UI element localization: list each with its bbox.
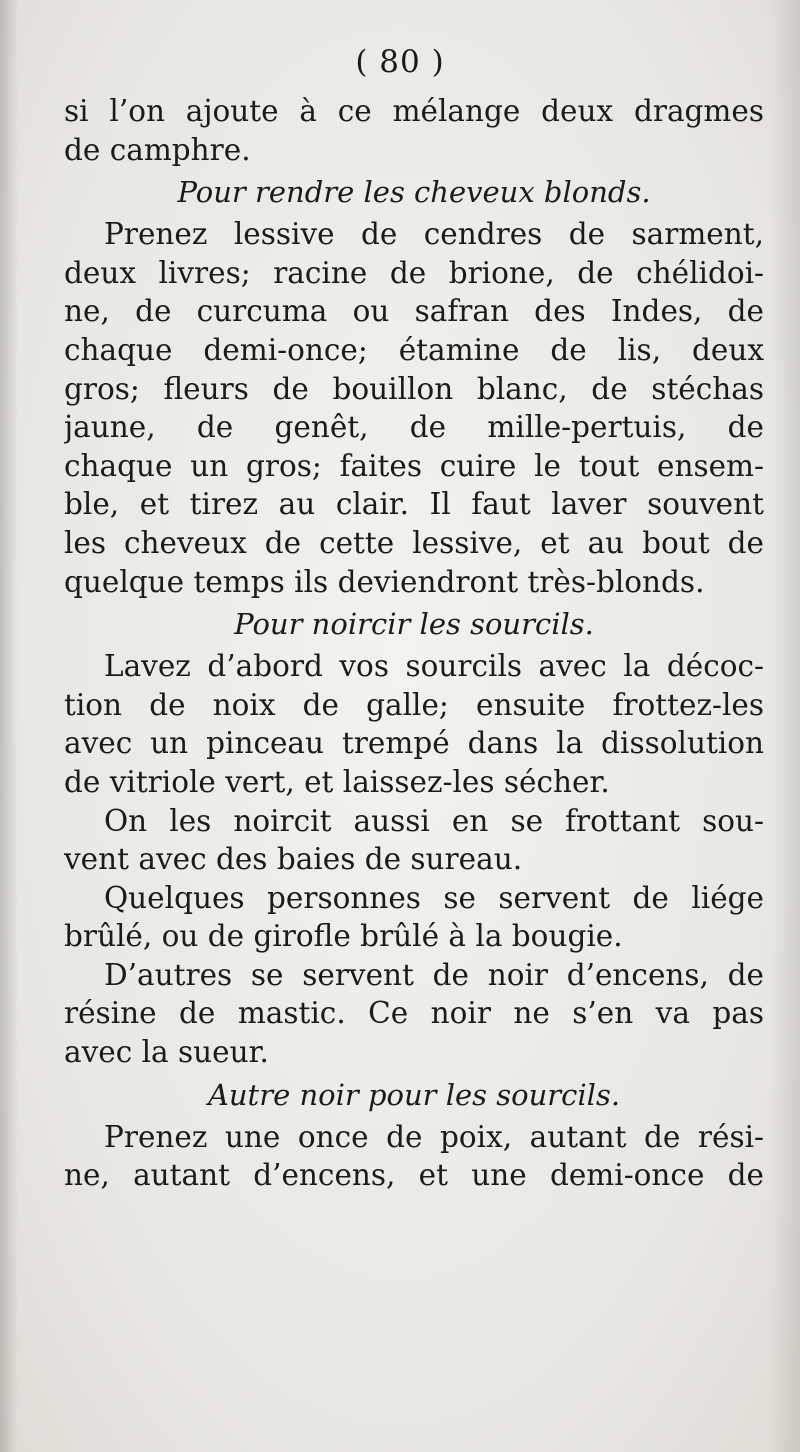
edge-shadow [770,0,800,1452]
gutter-shadow [0,0,18,1452]
page-number: ( 80 ) [355,44,445,80]
text-line: Prenez lessive de cendres de sarment, [104,217,764,252]
text-line: tion de noix de galle; ensuite frottez-les [64,687,764,722]
text-line: de camphre. [64,132,251,167]
text-line: deux livres; racine de brione, de chélidoi- [64,255,764,290]
text-line: Lavez d’abord vos sourcils avec la décoc- [104,649,764,684]
section-heading: Pour noircir les sourcils. [234,607,594,642]
section-heading: Pour rendre les cheveux blonds. [177,175,651,210]
text-line: chaque demi-once; étamine de lis, deux [64,332,764,367]
text-line: résine de mastic. Ce noir ne s’en va pas [64,996,764,1031]
text-line: gros; fleurs de bouillon blanc, de stéchas [64,371,764,406]
text-line: On les noircit aussi en se frottant sou- [104,803,764,838]
text-line: Quelques personnes se servent de liége [104,880,764,915]
text-line: D’autres se servent de noir d’encens, de [104,957,764,992]
text-line: ble, et tirez au clair. Il faut laver souvent [64,487,764,522]
text-line: de vitriole vert, et laissez-les sécher. [64,764,610,799]
text-line: ne, autant d’encens, et une demi-once de [64,1158,764,1193]
body-text [64,92,764,1195]
text-line: chaque un gros; faites cuire le tout ensem- [64,448,764,483]
text-line: jaune, de genêt, de mille-pertuis, de [64,410,764,445]
section-heading: Autre noir pour les sourcils. [207,1077,621,1112]
text-line: quelque temps ils deviendront très-blonds. [64,564,705,599]
text-line: si l’on ajoute à ce mélange deux dragmes [64,94,764,128]
text-line: les cheveux de cette lessive, et au bout de [64,525,764,560]
text-line: Prenez une once de poix, autant de rési- [104,1119,764,1154]
text-line: avec un pinceau trempé dans la dissolution [64,726,764,761]
text-line: avec la sueur. [64,1035,269,1070]
text-line: vent avec des baies de sureau. [64,842,523,877]
text-line: ne, de curcuma ou safran des Indes, de [64,294,764,329]
text-line: brûlé, ou de girofle brûlé à la bougie. [64,919,623,954]
